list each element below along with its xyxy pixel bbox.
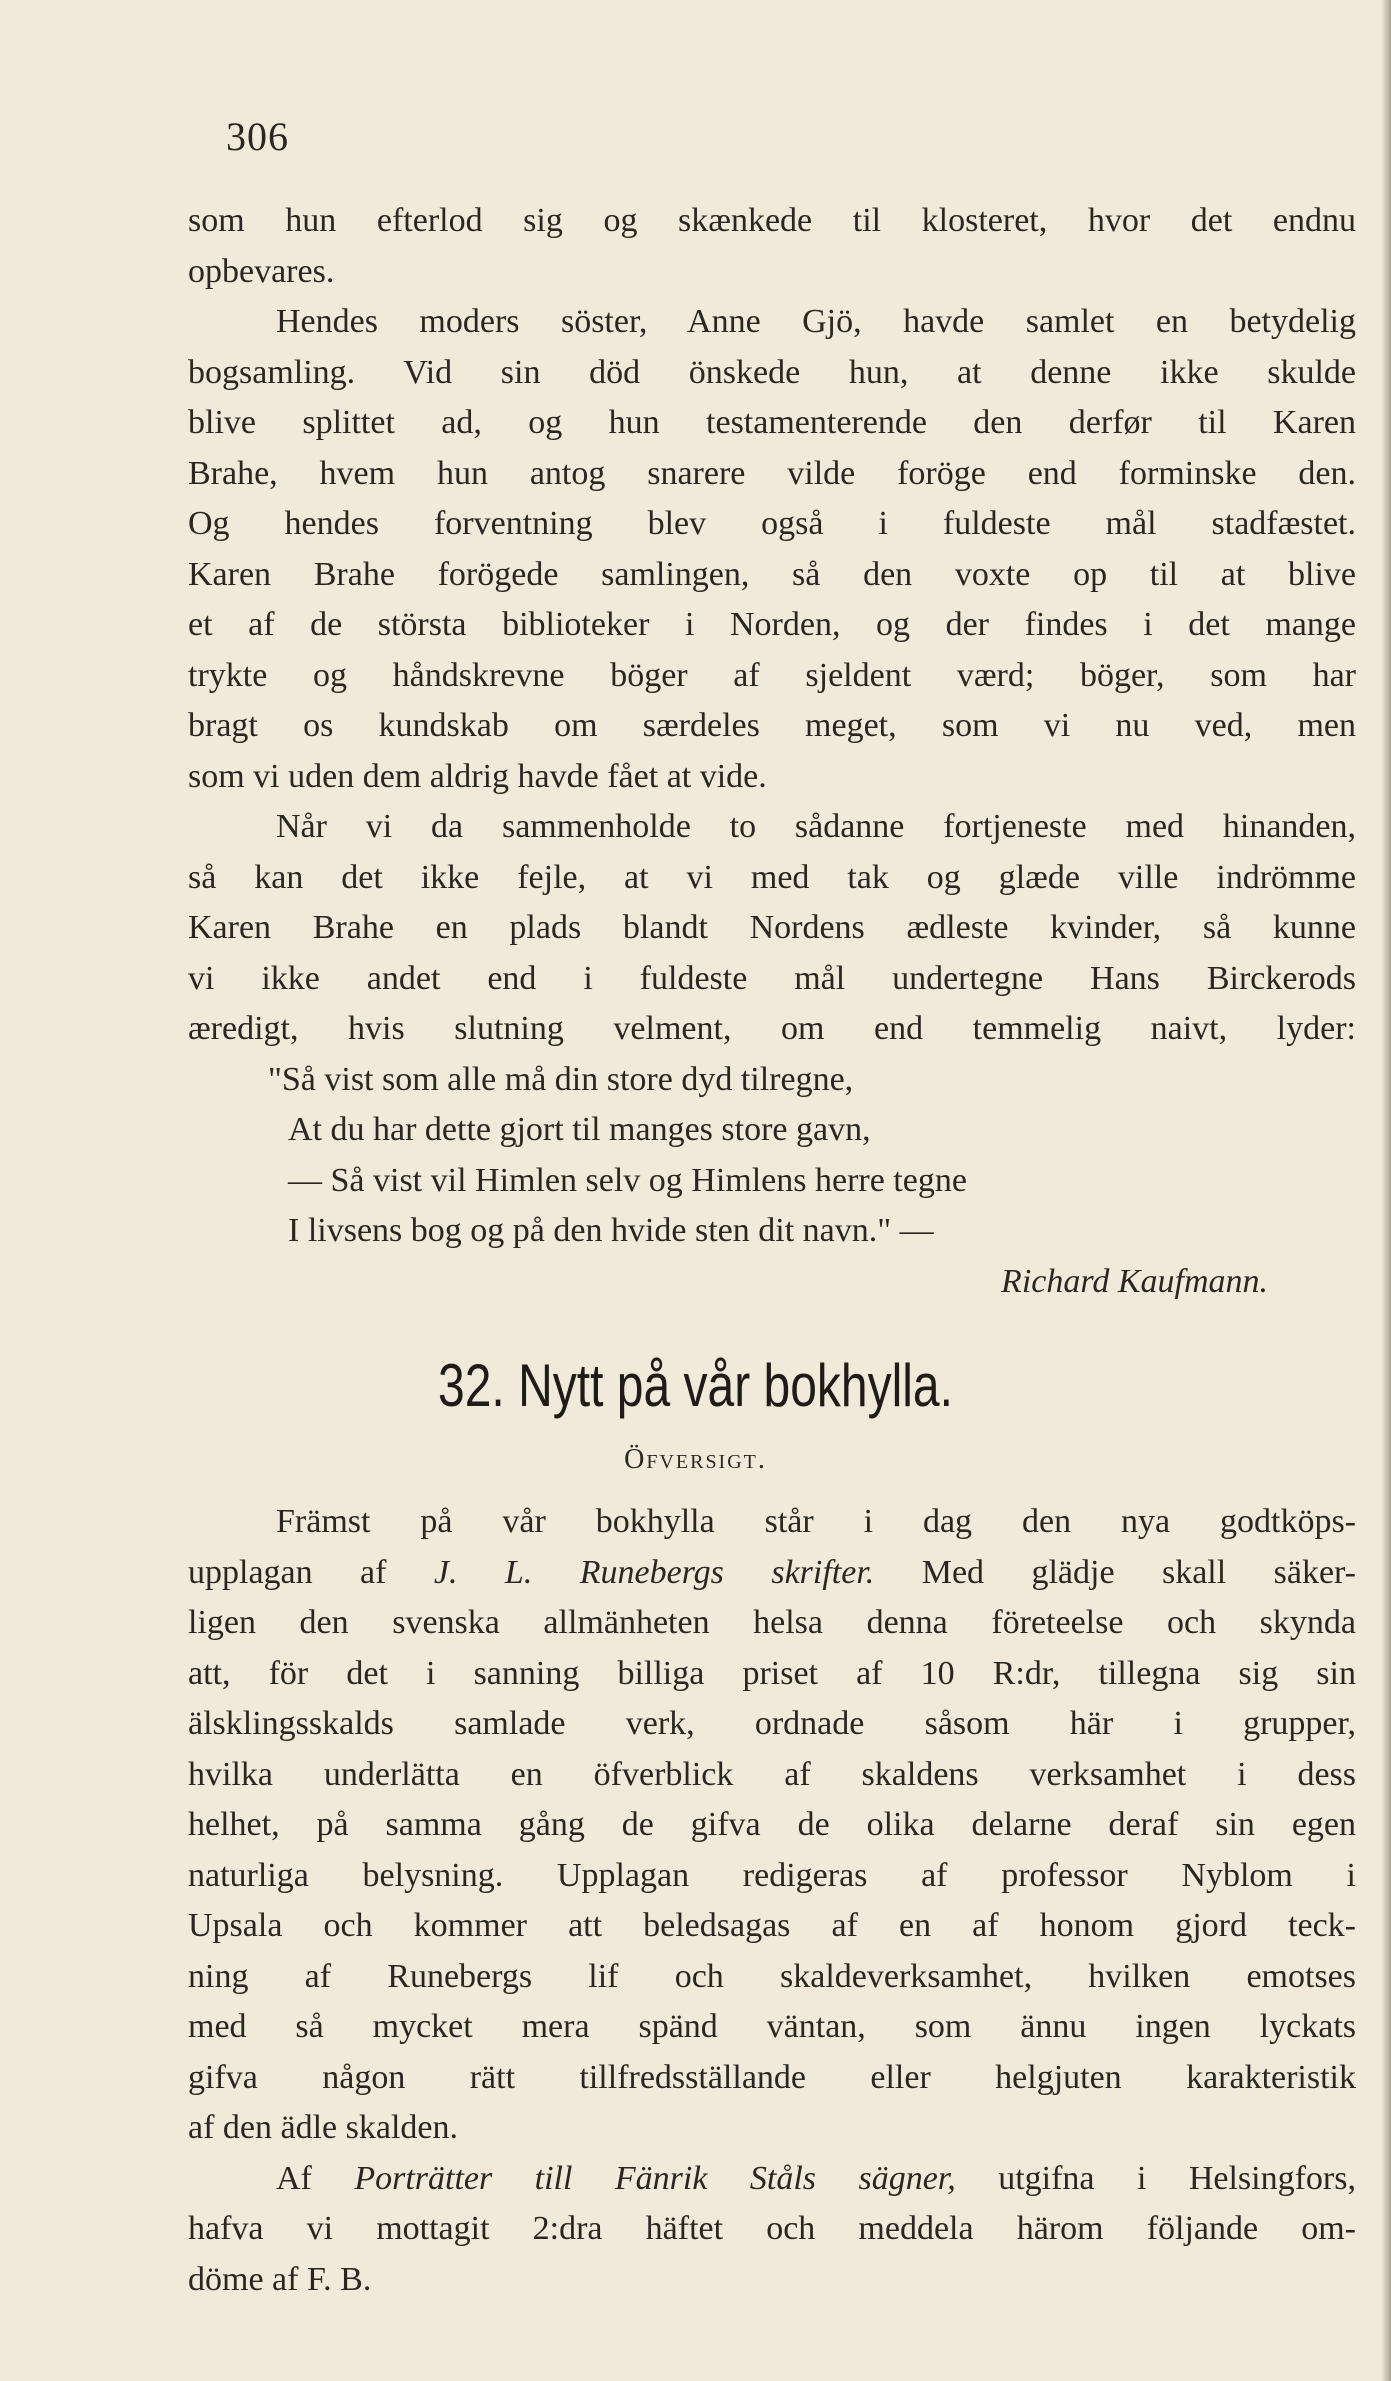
page-edge-shadow [1381,0,1391,2381]
text-line: älsklingsskalds samlade verk, ordnade såsom här i grupper, [188,1705,1356,1742]
article-text-danish [188,196,1356,1307]
text-line: bragt os kundskab om særdeles meget, som vi nu ved, men [188,707,1356,744]
text-line: vi ikke andet end i fuldeste mål undertegne Hans Birckerods [188,959,1356,997]
text-segment: Med glädje skall säker- [874,1553,1356,1591]
section-subheading: Öfversigt. [624,1444,767,1475]
text-line: bogsamling. Vid sin död önskede hun, at denne ikke skulde [188,353,1356,391]
text-segment: utgifna i Helsingfors, [955,2159,1356,2197]
text-line: Karen Brahe forögede samlingen, så den voxte op til at blive [188,555,1356,593]
text-line: helhet, på samma gång de gifva de olika delarne deraf sin egen [188,1806,1356,1843]
text-line: döme af F. B. [188,2260,372,2298]
text-line: Främst på vår bokhylla står i dag den nya godtköps- [276,1503,1356,1540]
text-line: af den ädle skalden. [188,2109,458,2146]
text-line-mixed [188,2154,1356,2205]
text-line: Hendes moders söster, Anne Gjö, havde samlet en betydelig [276,303,1356,340]
verse-line: At du har dette gjort til manges store gavn, [288,1111,871,1148]
text-line: æredigt, hvis slutning velment, om end temmelig naivt, lyder: [188,1010,1356,1047]
text-line: trykte og håndskrevne böger af sjeldent værd; böger, som har [188,656,1356,694]
text-line: blive splittet ad, og hun testamenterende den derfør til Karen [188,404,1356,441]
page-number: 306 [226,114,289,159]
text-line: som hun efterlod sig og skænkede til klosteret, hvor det endnu [188,202,1356,239]
verse-line: — Så vist vil Himlen selv og Himlens herre tegne [288,1161,967,1199]
text-line: ligen den svenska allmänheten helsa denna företeelse och skynda [188,1604,1356,1641]
text-line: Og hendes forventning blev også i fuldeste mål stadfæstet. [188,505,1356,542]
section-heading: 32. Nytt på vår bokhylla. [438,1352,953,1419]
article-text-swedish [188,1497,1356,2305]
text-line: Karen Brahe en plads blandt Nordens ædleste kvinder, så kunne [188,909,1356,946]
text-line: ning af Runebergs lif och skaldeverksamhet, hvilken emotses [188,1957,1356,1995]
text-line: med så mycket mera spänd väntan, som ännu ingen lyckats [188,2008,1356,2045]
text-line: gifva någon rätt tillfredsställande eller helgjuten karakteristik [188,2058,1356,2096]
text-segment: Af [276,2159,355,2197]
author-signature: Richard Kaufmann. [1001,1262,1268,1300]
text-line: hvilka underlätta en öfverblick af skaldens verksamhet i dess [188,1755,1356,1793]
book-title-runeberg: J. L. Runebergs skrifter. [433,1553,875,1591]
text-line: att, för det i sanning billiga priset af 10 R:dr, tillegna sig sin [188,1654,1356,1692]
text-line: som vi uden dem aldrig havde fået at vide. [188,757,767,795]
text-line: et af de största biblioteker i Norden, og der findes i det mange [188,606,1356,643]
book-title-portratter: Porträtter till Fänrik Ståls sägner, [354,2159,956,2197]
text-segment: upplagan af [188,1553,434,1591]
text-line: så kan det ikke fejle, at vi med tak og glæde ville indrömme [188,858,1356,896]
text-line: Brahe, hvem hun antog snarere vilde foröge end forminske den. [188,454,1356,492]
text-line: opbevares. [188,252,335,290]
text-line: hafva vi mottagit 2:dra häftet och meddela härom följande om- [188,2210,1356,2247]
text-line-mixed [188,1548,1356,1599]
verse-line: I livsens bog og på den hvide sten dit navn." — [288,1212,934,1249]
text-line: Når vi da sammenholde to sådanne fortjeneste med hinanden, [276,808,1356,845]
verse-line: "Så vist som alle må din store dyd tilregne, [268,1060,854,1098]
text-line: naturliga belysning. Upplagan redigeras af professor Nyblom i [188,1856,1356,1894]
text-line: Upsala och kommer att beledsagas af en af honom gjord teck- [188,1907,1356,1944]
